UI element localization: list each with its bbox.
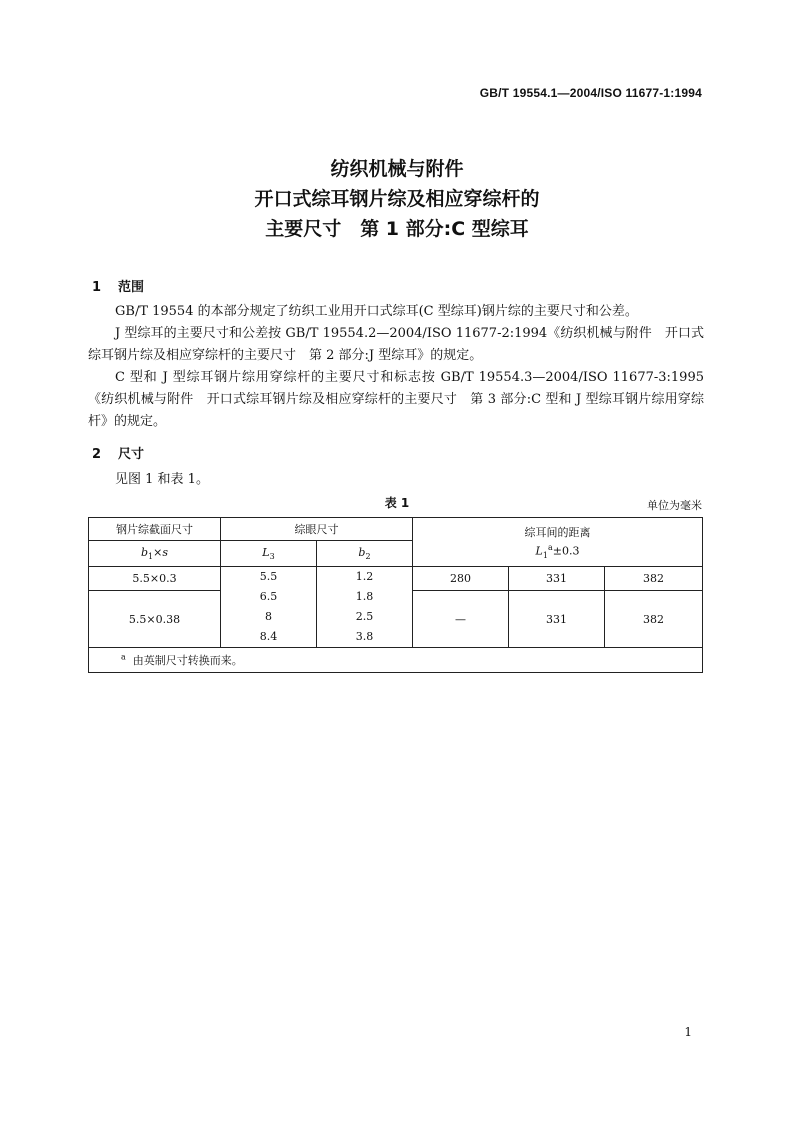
section-1-number: 1 <box>92 280 102 295</box>
header-L3: $L_3$ <box>221 541 317 567</box>
header-b1-s: $b_1\times s$ <box>89 541 221 567</box>
table-cell-L3-values: 5.5 6.5 8 8.4 <box>221 567 317 648</box>
title-line-2: 开口式综耳钢片综及相应穿综杆的 <box>254 188 540 210</box>
title-line-3: 主要尺寸 第 1 部分:C 型综耳 <box>265 218 529 240</box>
section-1-heading <box>92 276 144 295</box>
header-eye-distance: 综耳间的距离 $L_1^a\pm 0.3$ <box>413 518 703 567</box>
table-cell-distance: 331 <box>509 567 605 591</box>
table-cell-distance: 382 <box>605 567 703 591</box>
table-cell-distance: 280 <box>413 567 509 591</box>
table-cell-distance: 382 <box>605 591 703 648</box>
table-cell-distance: — <box>413 591 509 648</box>
dimensions-paragraph: 见图 1 和表 1。 <box>115 472 209 487</box>
table-cell-distance: 331 <box>509 591 605 648</box>
scope-paragraph-2: J 型综耳的主要尺寸和公差按 GB/T 19554.2—2004/ISO 11677-2:1994《纺织机械与附件 开口式综耳钢片综及相应穿综杆的主要尺寸 第 2 部分:J 型综耳》的规定。 <box>88 326 704 363</box>
title-line-1: 纺织机械与附件 <box>330 158 464 180</box>
table-cell-b2-values: 1.2 1.8 2.5 3.8 <box>317 567 413 648</box>
page-number: 1 <box>684 1025 692 1039</box>
section-2-number: 2 <box>92 447 102 462</box>
table-footnote: $^a$ 由英制尺寸转换而来。 <box>89 648 703 673</box>
document-title <box>0 154 794 244</box>
scope-paragraph-3: C 型和 J 型综耳钢片综用穿综杆的主要尺寸和标志按 GB/T 19554.3—2004/ISO 11677-3:1995《纺织机械与附件 开口式综耳钢片综及相应穿综杆的主要尺寸 第 3 部分:C 型和 J 型综耳钢片综用穿综杆》的规定。 <box>88 370 704 429</box>
table-cell-section: 5.5×0.38 <box>89 591 221 648</box>
header-b2: $b_2$ <box>317 541 413 567</box>
dimensions-table <box>88 517 703 673</box>
header-eye-size: 综眼尺寸 <box>221 518 413 541</box>
table-unit: 单位为毫米 <box>647 499 702 512</box>
table-title: 表 1 <box>384 496 410 510</box>
section-1-title: 范围 <box>118 280 145 295</box>
scope-paragraph-1: GB/T 19554 的本部分规定了纺织工业用开口式综耳(C 型综耳)钢片综的主要尺寸和公差。 <box>115 304 638 319</box>
section-2-heading <box>92 443 144 462</box>
table-cell-section: 5.5×0.3 <box>89 567 221 591</box>
header-section-size: 钢片综截面尺寸 <box>89 518 221 541</box>
section-2-title: 尺寸 <box>118 447 145 462</box>
standard-code: GB/T 19554.1—2004/ISO 11677-1:1994 <box>479 86 702 100</box>
